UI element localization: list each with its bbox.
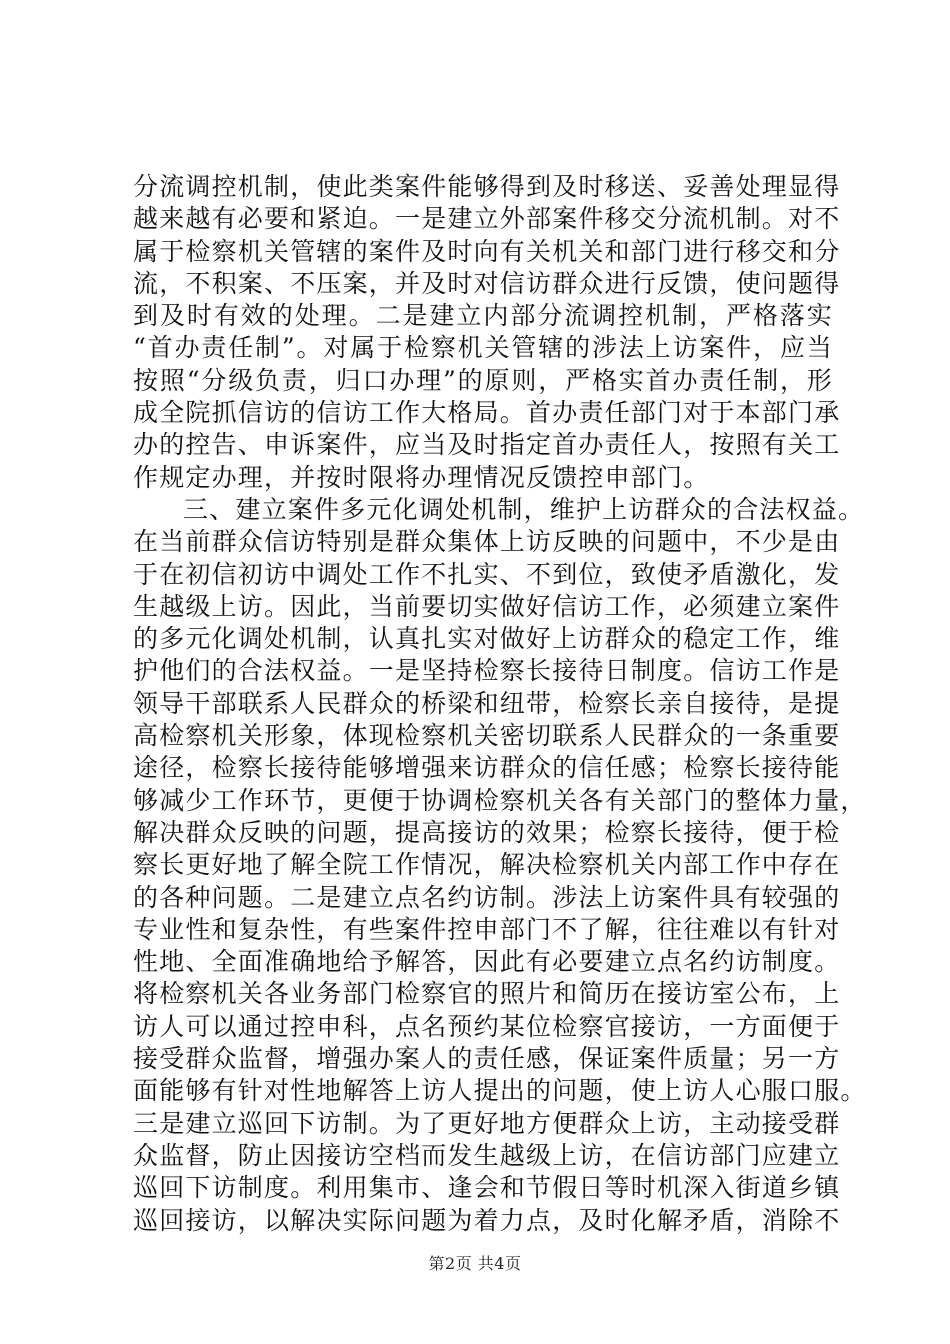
text-line: 察长更好地了解全院工作情况，解决检察机关内部工作中存在 (133, 850, 841, 880)
text-line: 流，不积案、不压案，并及时对信访群众进行反馈，使问题得 (133, 268, 841, 298)
text-line: 按照“分级负责，归口办理”的原则，严格实首办责任制，形 (133, 365, 833, 395)
text-line: 巡回接访，以解决实际问题为着力点，及时化解矛盾，消除不 (133, 1205, 841, 1235)
text-line: 专业性和复杂性，有些案件控申部门不了解，往往难以有针对 (133, 914, 841, 944)
text-line: 成全院抓信访的信访工作大格局。首办责任部门对于本部门承 (133, 398, 841, 428)
text-line: 的多元化调处机制，认真扎实对做好上访群众的稳定工作，维 (133, 624, 841, 654)
text-line: 面能够有针对性地解答上访人提出的问题，使上访人心服口服。 (133, 1076, 867, 1106)
text-line: 越来越有必要和紧迫。一是建立外部案件移交分流机制。对不 (133, 204, 841, 234)
text-line: 访人可以通过控申科，点名预约某位检察官接访，一方面便于 (133, 1011, 841, 1041)
text-line: 巡回下访制度。利用集市、逢会和节假日等时机深入街道乡镇 (133, 1173, 841, 1203)
text-line: 生越级上访。因此，当前要切实做好信访工作，必须建立案件 (133, 591, 841, 621)
text-line: 的各种问题。二是建立点名约访制。涉法上访案件具有较强的 (133, 882, 841, 912)
text-line: 护他们的合法权益。一是坚持检察长接待日制度。信访工作是 (133, 656, 841, 686)
text-line: 高检察机关形象，体现检察机关密切联系人民群众的一条重要 (133, 721, 841, 751)
text-line: 途径，检察长接待能够增强来访群众的信任感；检察长接待能 (133, 753, 841, 783)
page-footer: 第2页 共4页 (428, 1254, 522, 1273)
text-line: 领导干部联系人民群众的桥梁和纽带，检察长亲自接待，是提 (133, 688, 841, 718)
text-line: 众监督，防止因接访空档而发生越级上访，在信访部门应建立 (133, 1140, 841, 1170)
text-line: 在当前群众信访特别是群众集体上访反映的问题中，不少是由 (133, 527, 841, 557)
text-line: 三是建立巡回下访制。为了更好地方便群众上访，主动接受群 (133, 1108, 841, 1138)
text-line: 分流调控机制，使此类案件能够得到及时移送、妥善处理显得 (133, 172, 841, 201)
text-line: “首办责任制”。对属于检察机关管辖的涉法上访案件，应当 (133, 333, 833, 363)
text-line: 够减少工作环节，更便于协调检察机关各有关部门的整体力量， (133, 785, 867, 815)
text-line: 接受群众监督，增强办案人的责任感，保证案件质量；另一方 (133, 1044, 841, 1074)
text-line: 解决群众反映的问题，提高接访的效果；检察长接待，便于检 (133, 817, 841, 847)
text-line: 于在初信初访中调处工作不扎实、不到位，致使矛盾激化，发 (133, 559, 841, 589)
body-text (133, 171, 867, 1237)
text-line: 属于检察机关管辖的案件及时向有关机关和部门进行移交和分 (133, 236, 841, 266)
text-line: 三、建立案件多元化调处机制，维护上访群众的合法权益。 (183, 494, 865, 524)
text-line: 办的控告、申诉案件，应当及时指定首办责任人，按照有关工 (133, 430, 841, 460)
text-line: 到及时有效的处理。二是建立内部分流调控机制，严格落实 (133, 301, 833, 331)
text-line: 将检察机关各业务部门检察官的照片和简历在接访室公布，上 (133, 979, 841, 1009)
text-line: 性地、全面准确地给予解答，因此有必要建立点名约访制度。 (133, 947, 841, 977)
text-line: 作规定办理，并按时限将办理情况反馈控申部门。 (133, 462, 710, 492)
